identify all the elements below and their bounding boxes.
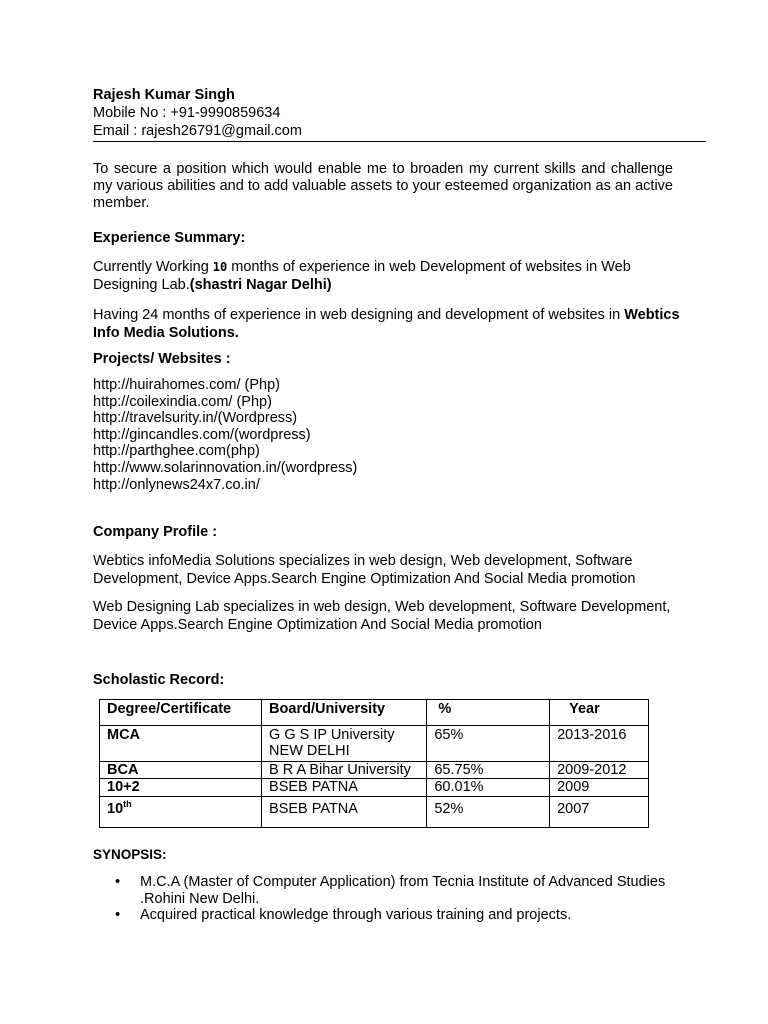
candidate-name: Rajesh Kumar Singh: [93, 87, 235, 103]
percent-cell: 65.75%: [427, 762, 550, 779]
board-cell: BSEB PATNA: [262, 779, 427, 797]
degree-superscript: th: [123, 799, 132, 810]
synopsis-text: M.C.A (Master of Computer Application) from Tecnia Institute of Advanced Studies .Rohini New Delhi.: [140, 874, 666, 907]
year-cell: 2009-2012: [550, 762, 649, 779]
email-address: Email : rajesh26791@gmail.com: [93, 123, 302, 139]
table-row: [100, 762, 649, 779]
column-header: Year: [550, 700, 649, 726]
scholastic-heading: Scholastic Record:: [93, 672, 225, 688]
year-cell: 2007: [550, 797, 649, 828]
degree-text: 10: [107, 801, 124, 817]
project-link[interactable]: http://onlynews24x7.co.in/: [93, 476, 260, 493]
project-link[interactable]: http://coilexindia.com/ (Php): [93, 393, 272, 410]
project-link[interactable]: http://travelsurity.in/(Wordpress): [93, 410, 298, 427]
synopsis-text: Acquired practical knowledge through various training and projects.: [140, 907, 572, 923]
board-cell: BSEB PATNA: [262, 797, 427, 828]
percent-cell: 65%: [427, 726, 550, 762]
table-row: [100, 779, 649, 797]
experience-text: months of experience in web Development of websites in Web Designing Lab.: [93, 259, 631, 293]
project-link[interactable]: http://parthghee.com(php): [93, 443, 260, 460]
contact-header: [93, 86, 705, 140]
scholastic-table: [99, 699, 649, 828]
company-profile-1: Webtics infoMedia Solutions specializes in web design, Web development, Software Development, Device Apps.Search Engine Optimization And Social Media promotion: [93, 553, 636, 587]
board-cell: B R A Bihar University: [262, 762, 427, 779]
year-cell: 2009: [550, 779, 649, 797]
bullet-marker: •: [115, 874, 121, 890]
percent-cell: 60.01%: [427, 779, 550, 797]
experience-text: Currently Working: [93, 259, 213, 275]
project-link[interactable]: http://huirahomes.com/ (Php): [93, 377, 280, 393]
table-row: [100, 726, 649, 762]
percent-cell: 52%: [427, 797, 550, 828]
board-line: NEW DELHI: [269, 743, 350, 759]
table-header-row: [100, 700, 649, 726]
experience-text: Having 24 months of experience in web designing and development of websites in: [93, 307, 625, 323]
projects-list: [93, 377, 357, 493]
degree-cell: [100, 797, 262, 828]
board-line: G G S IP University: [269, 727, 395, 743]
degree-cell: BCA: [100, 762, 262, 779]
projects-heading: Projects/ Websites :: [93, 351, 231, 367]
column-header: %: [427, 700, 550, 726]
table-row: [100, 797, 649, 828]
career-objective: To secure a position which would enable me to broaden my current skills and challenge my various abilities and to add valuable assets to your esteemed organization as an active member.: [93, 161, 673, 211]
experience-company: Webtics Info Media Solutions.: [93, 307, 680, 341]
bullet-marker: •: [115, 907, 121, 923]
list-item: [93, 907, 673, 924]
column-header: Degree/Certificate: [100, 700, 262, 726]
synopsis-list: [93, 874, 673, 924]
degree-cell: 10+2: [100, 779, 262, 797]
synopsis-heading: SYNOPSIS:: [93, 847, 167, 862]
project-link[interactable]: http://www.solarinnovation.in/(wordpress): [93, 459, 358, 476]
degree-cell: MCA: [100, 726, 262, 762]
experience-months: 10: [212, 260, 228, 274]
experience-heading: Experience Summary:: [93, 230, 246, 246]
board-cell: [262, 726, 427, 762]
company-profile-2: Web Designing Lab specializes in web design, Web development, Software Development, Device Apps.Search Engine Optimization And Social Media promotion: [93, 599, 671, 633]
experience-para-2: [93, 306, 693, 342]
experience-para-1: [93, 258, 693, 294]
mobile-number: Mobile No : +91-9990859634: [93, 105, 281, 121]
column-header: Board/University: [262, 700, 427, 726]
year-cell: 2013-2016: [550, 726, 649, 762]
list-item: [93, 874, 673, 907]
project-link[interactable]: http://gincandles.com/(wordpress): [93, 426, 311, 443]
company-heading: Company Profile :: [93, 524, 218, 540]
header-divider: [93, 141, 706, 142]
experience-location: (shastri Nagar Delhi): [189, 277, 332, 293]
